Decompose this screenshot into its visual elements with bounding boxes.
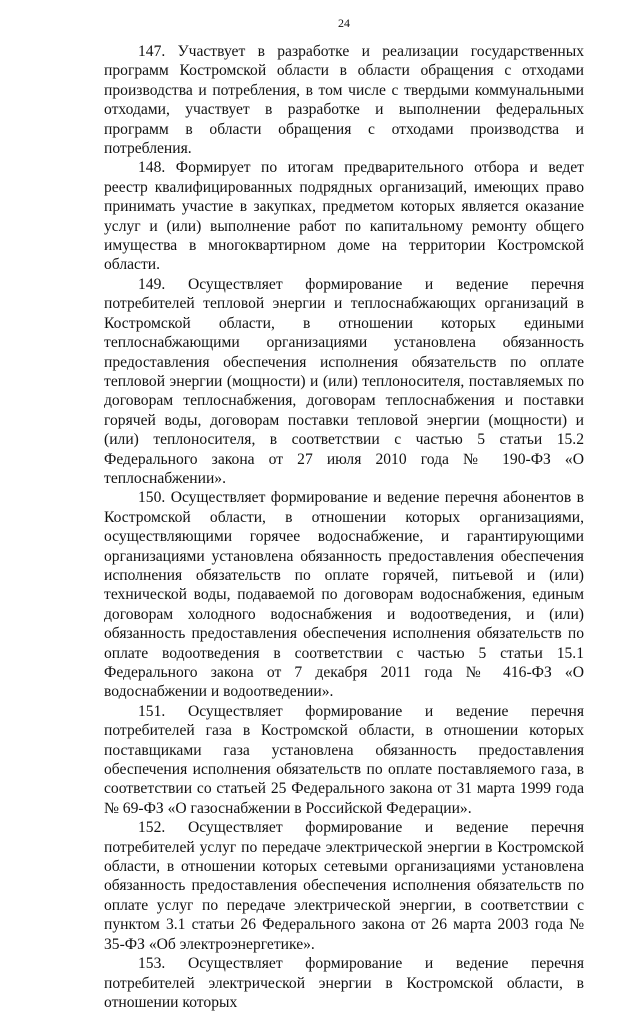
paragraph-148: 148. Формирует по итогам предварительного отбора и ведет реестр квалифицированных подрядных организаций, имеющих право принимать участие в закупках, предметом которых является оказание услуг и (или) выполнение работ по капитальному ремонту общего имущества в многоквартирном доме на территории Костромской области. [104, 159, 584, 274]
paragraph-149: 149. Осуществляет формирование и ведение перечня потребителей тепловой энергии и теплоснабжающих организаций в Костромской области, в отношении которых едиными теплоснабжающими организациями установлена обязанность предоставления обеспечения исполнения обязательств по оплате тепловой энергии (мощности) и (или) теплоносителя, поставляемых по договорам теплоснабжения, договорам теплоснабжения и поставки горячей воды, договорам поставки тепловой энергии (мощности) и (или) теплоносителя, в соответствии с частью 5 статьи 15.2 Федерального закона от 27 июля 2010 года № 190-ФЗ «О теплоснабжении». [104, 275, 584, 487]
document-body [104, 42, 584, 1012]
paragraph-153: 153. Осуществляет формирование и ведение перечня потребителей электрической энергии в Костромской области, в отношении которых [104, 955, 584, 1011]
paragraph-152: 152. Осуществляет формирование и ведение перечня потребителей услуг по передаче электрической энергии в Костромской области, в отношении которых сетевыми организациями установлена обязанность предоставления обеспечения исполнения обязательств по оплате услуг по передаче электрической энергии, в соответствии с пунктом 3.1 статьи 26 Федерального закона от 26 марта 2003 года № 35-ФЗ «Об электроэнергетике». [104, 819, 584, 953]
paragraph-151: 151. Осуществляет формирование и ведение перечня потребителей газа в Костромской области, в отношении которых поставщиками газа установлена обязанность предоставления обеспечения исполнения обязательств по оплате поставляемого газа, в соответствии со статьей 25 Федерального закона от 31 марта 1999 года № 69-ФЗ «О газоснабжении в Российской Федерации». [104, 702, 584, 817]
page-number: 24 [338, 16, 350, 30]
paragraph-147: 147. Участвует в разработке и реализации государственных программ Костромской области в области обращения с отходами производства и потребления, в том числе с твердыми коммунальными отходами, участвует в разработке и выполнении федеральных программ в области обращения с отходами производства и потребления. [104, 43, 584, 158]
paragraph-150: 150. Осуществляет формирование и ведение перечня абонентов в Костромской области, в отношении которых организациями, осуществляющими горячее водоснабжение, и гарантирующими организациями установлена обязанность предоставления обеспечения исполнения обязательств по оплате горячей, питьевой и (или) технической воды, подаваемой по договорам водоснабжения, единым договорам холодного водоснабжения и водоотведения, и (или) обязанность предоставления обеспечения исполнения обязательств по оплате водоотведения в соответствии с частью 5 статьи 15.1 Федерального закона от 7 декабря 2011 года № 416-ФЗ «О водоснабжении и водоотведении». [104, 489, 584, 701]
